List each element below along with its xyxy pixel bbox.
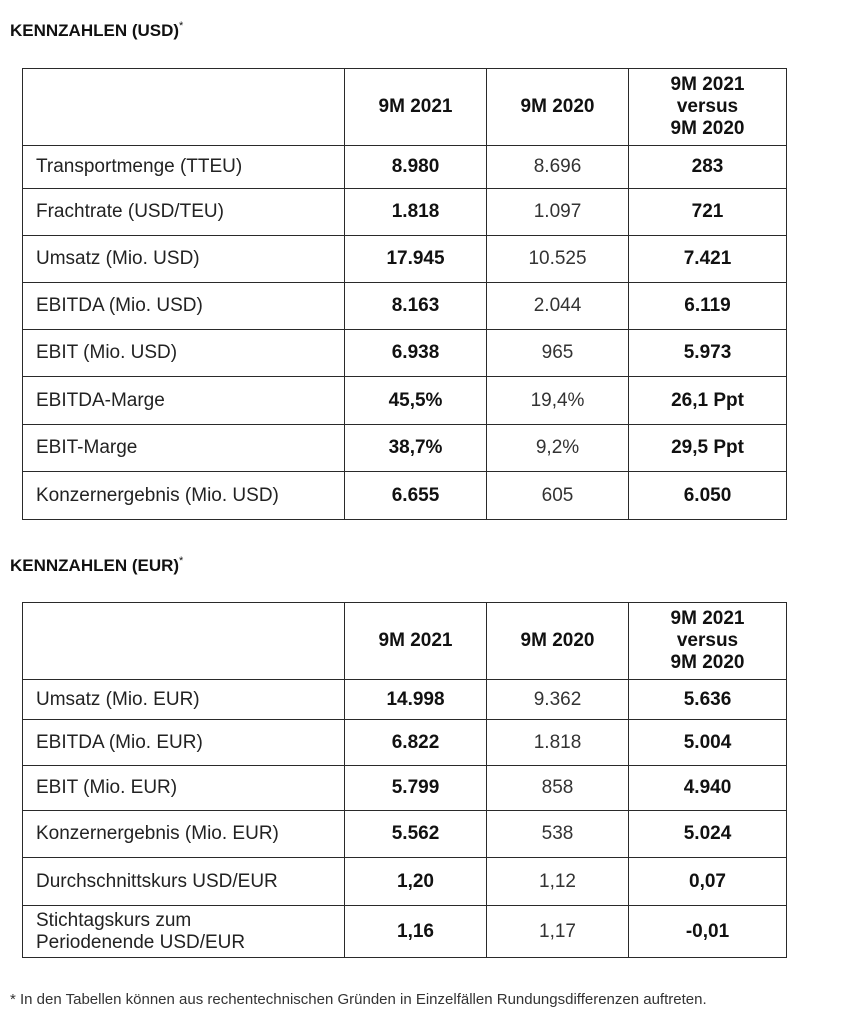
- table-row: [23, 236, 787, 283]
- row-label: [23, 906, 345, 958]
- value-9m2021: 1.818: [345, 189, 487, 236]
- value-9m2021: 8.163: [345, 283, 487, 330]
- value-diff: 5.973: [629, 330, 787, 377]
- value-diff: 26,1 Ppt: [629, 377, 787, 425]
- eur-header-9m2021: 9M 2021: [345, 603, 487, 680]
- usd-header-versus-line3: 9M 2020: [670, 118, 745, 139]
- value-9m2021: 14.998: [345, 680, 487, 720]
- eur-section-title: [10, 556, 183, 576]
- table-row: [23, 906, 787, 958]
- eur-header-versus-line2: versus: [676, 630, 739, 651]
- table-row: [23, 283, 787, 330]
- value-diff: 6.050: [629, 472, 787, 520]
- value-9m2020: 9.362: [487, 680, 629, 720]
- table-row: [23, 766, 787, 811]
- value-9m2021: 1,16: [345, 906, 487, 958]
- value-9m2021: 5.799: [345, 766, 487, 811]
- value-9m2021: 17.945: [345, 236, 487, 283]
- value-9m2020: 965: [487, 330, 629, 377]
- value-9m2021: 38,7%: [345, 425, 487, 472]
- usd-header-9m2021: 9M 2021: [345, 69, 487, 146]
- row-label: Konzernergebnis (Mio. EUR): [23, 811, 345, 858]
- value-9m2021: 1,20: [345, 858, 487, 906]
- value-9m2021: 6.655: [345, 472, 487, 520]
- row-label-line2: Periodenende USD/EUR: [36, 931, 246, 953]
- value-9m2020: 10.525: [487, 236, 629, 283]
- row-label: EBIT (Mio. USD): [23, 330, 345, 377]
- eur-header-empty: [23, 603, 345, 680]
- value-9m2020: 1,17: [487, 906, 629, 958]
- value-9m2021: 8.980: [345, 146, 487, 189]
- usd-title-asterisk: *: [179, 20, 184, 32]
- row-label: EBITDA (Mio. USD): [23, 283, 345, 330]
- row-label: Konzernergebnis (Mio. USD): [23, 472, 345, 520]
- row-label: Durchschnittskurs USD/EUR: [23, 858, 345, 906]
- eur-header-versus-line1: 9M 2021: [670, 608, 745, 629]
- row-label: Transportmenge (TTEU): [23, 146, 345, 189]
- value-diff: 6.119: [629, 283, 787, 330]
- value-diff: 721: [629, 189, 787, 236]
- row-label-line1: Stichtagskurs zum: [36, 909, 192, 931]
- eur-title-text: KENNZAHLEN (EUR): [10, 556, 180, 575]
- value-9m2020: 1,12: [487, 858, 629, 906]
- table-row: [23, 472, 787, 520]
- value-9m2020: 1.818: [487, 720, 629, 766]
- value-9m2021: 6.938: [345, 330, 487, 377]
- value-diff: 0,07: [629, 858, 787, 906]
- table-row: [23, 189, 787, 236]
- table-row: [23, 858, 787, 906]
- row-label: EBITDA (Mio. EUR): [23, 720, 345, 766]
- table-row: [23, 811, 787, 858]
- value-diff: 5.024: [629, 811, 787, 858]
- value-9m2020: 8.696: [487, 146, 629, 189]
- usd-section-title: [10, 21, 183, 41]
- row-label: EBIT (Mio. EUR): [23, 766, 345, 811]
- value-diff: -0,01: [629, 906, 787, 958]
- row-label: EBITDA-Marge: [23, 377, 345, 425]
- usd-header-versus-line1: 9M 2021: [670, 74, 745, 95]
- eur-table-header: [23, 603, 787, 680]
- table-row: [23, 146, 787, 189]
- value-diff: 5.004: [629, 720, 787, 766]
- value-diff: 7.421: [629, 236, 787, 283]
- value-diff: 4.940: [629, 766, 787, 811]
- usd-header-9m2020: 9M 2020: [487, 69, 629, 146]
- usd-title-text: KENNZAHLEN (USD): [10, 21, 180, 40]
- table-row: [23, 720, 787, 766]
- row-label: Frachtrate (USD/TEU): [23, 189, 345, 236]
- eur-header-versus-line3: 9M 2020: [670, 652, 745, 673]
- eur-title-asterisk: *: [179, 555, 184, 567]
- table-row: [23, 330, 787, 377]
- usd-header-versus-line2: versus: [676, 96, 739, 117]
- usd-header-empty: [23, 69, 345, 146]
- value-9m2020: 1.097: [487, 189, 629, 236]
- footnote: * In den Tabellen können aus rechentechnischen Gründen in Einzelfällen Rundungsdifferenzen auftreten.: [10, 991, 707, 1008]
- row-label: Umsatz (Mio. EUR): [23, 680, 345, 720]
- value-9m2021: 5.562: [345, 811, 487, 858]
- usd-kennzahlen-table: [22, 68, 787, 520]
- usd-header-versus: [629, 69, 787, 146]
- value-9m2021: 6.822: [345, 720, 487, 766]
- eur-kennzahlen-table: [22, 602, 787, 958]
- value-9m2020: 858: [487, 766, 629, 811]
- row-label: Umsatz (Mio. USD): [23, 236, 345, 283]
- eur-header-9m2020: 9M 2020: [487, 603, 629, 680]
- value-diff: 283: [629, 146, 787, 189]
- eur-header-versus: [629, 603, 787, 680]
- value-9m2020: 9,2%: [487, 425, 629, 472]
- value-9m2020: 2.044: [487, 283, 629, 330]
- table-row: [23, 377, 787, 425]
- row-label: EBIT-Marge: [23, 425, 345, 472]
- value-9m2021: 45,5%: [345, 377, 487, 425]
- value-diff: 5.636: [629, 680, 787, 720]
- table-row: [23, 680, 787, 720]
- value-9m2020: 538: [487, 811, 629, 858]
- value-9m2020: 19,4%: [487, 377, 629, 425]
- value-9m2020: 605: [487, 472, 629, 520]
- usd-table-header: [23, 69, 787, 146]
- table-row: [23, 425, 787, 472]
- value-diff: 29,5 Ppt: [629, 425, 787, 472]
